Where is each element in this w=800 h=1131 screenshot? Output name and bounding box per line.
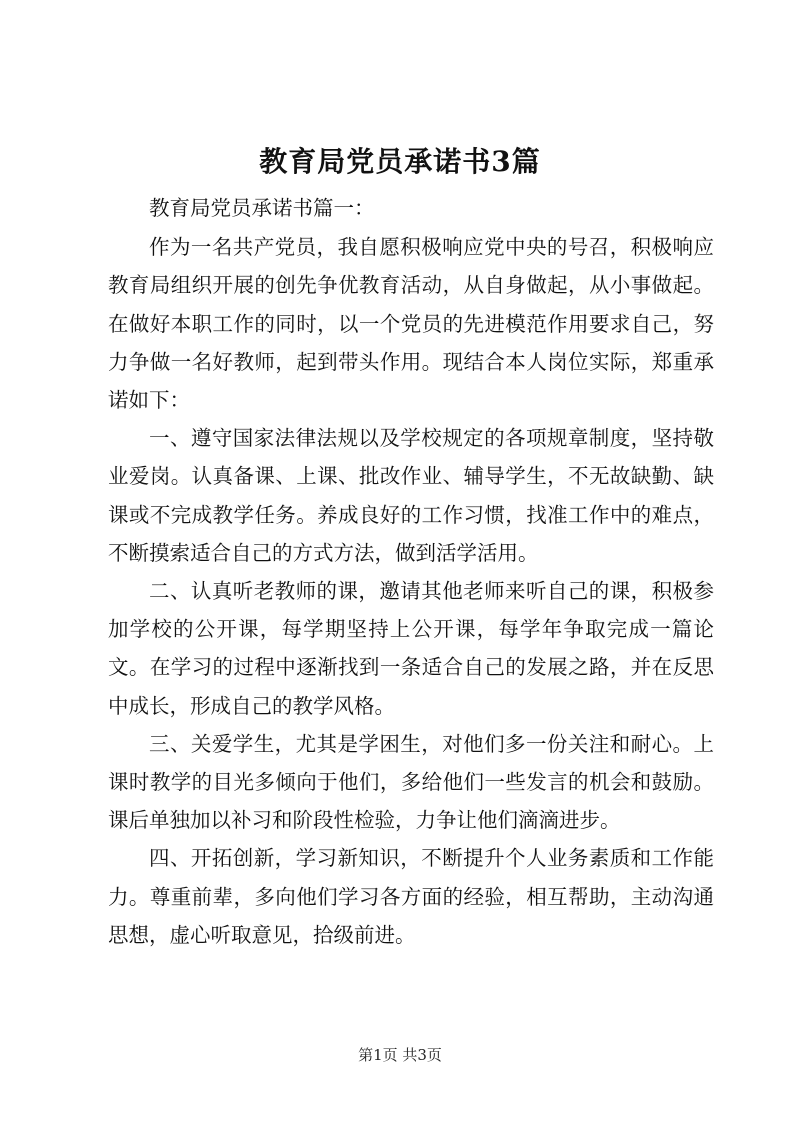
page-number: 第1页 共3页 bbox=[358, 1046, 442, 1064]
paragraph-commitment-2: 二、认真听老教师的课，邀请其他老师来听自己的课，积极参加学校的公开课，每学期坚持上公开课，每学年争取完成一篇论文。在学习的过程中逐渐找到一条适合自己的发展之路，并在反思中成长，形成自己的教学风格。 bbox=[108, 579, 714, 718]
paragraph-commitment-4: 四、开拓创新，学习新知识，不断提升个人业务素质和工作能力。尊重前辈，多向他们学习各方面的经验，相互帮助，主动沟通思想，虚心听取意见，拾级前进。 bbox=[108, 846, 714, 947]
document-body bbox=[108, 189, 714, 954]
paragraph-commitment-1: 一、遵守国家法律法规以及学校规定的各项规章制度，坚持敬业爱岗。认真备课、上课、批改作业、辅导学生，不无故缺勤、缺课或不完成教学任务。养成良好的工作习惯，找准工作中的难点，不断摸索适合自己的方式方法，做到活学活用。 bbox=[108, 426, 714, 565]
paragraph-commitment-3: 三、关爱学生，尤其是学困生，对他们多一份关注和耐心。上课时教学的目光多倾向于他们，多给他们一些发言的机会和鼓励。课后单独加以补习和阶段性检验，力争让他们滴滴进步。 bbox=[108, 731, 714, 833]
paragraph-intro: 作为一名共产党员，我自愿积极响应党中央的号召，积极响应教育局组织开展的创先争优教育活动，从自身做起，从小事做起。在做好本职工作的同时，以一个党员的先进模范作用要求自己，努力争做一名好教师，起到带头作用。现结合本人岗位实际，郑重承诺如下： bbox=[108, 235, 714, 413]
section-heading: 教育局党员承诺书篇一： bbox=[149, 196, 375, 220]
document-title: 教育局党员承诺书3篇 bbox=[259, 145, 541, 178]
